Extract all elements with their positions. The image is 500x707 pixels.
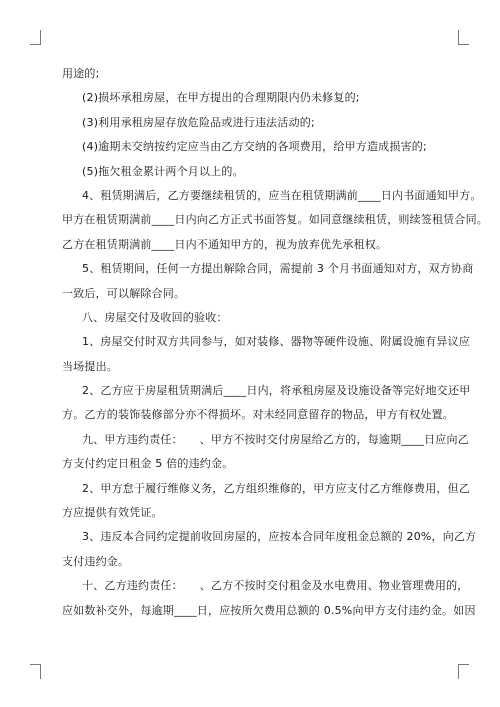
- text-line: 5、租赁期间，任何一方提出解除合同，需提前 3 个月书面通知对方，双方协商: [82, 262, 474, 276]
- text-line: 用途的;: [62, 67, 100, 80]
- text-line: 方应提供有效凭证。: [62, 506, 163, 520]
- text-line: 当场提出。: [62, 359, 118, 373]
- text-line: 甲方在租赁期满前____日内向乙方正式书面答复。如同意继续租赁，则续签租赁合同。: [62, 213, 488, 227]
- crop-mark-bottom-left: [30, 664, 41, 679]
- text-line: 2、甲方怠于履行维修义务，乙方组织维修的，甲方应支付乙方维修费用，但乙: [82, 481, 470, 495]
- text-line: (3)利用承租房屋存放危险品或进行违法活动的;: [82, 115, 315, 129]
- text-line: 八、房屋交付及收回的验收：: [82, 310, 228, 324]
- text-line: 十、乙方违约责任： 、乙方不按时交付租金及水电费用、物业管理费用的，: [82, 579, 469, 593]
- document-body: [62, 62, 488, 623]
- text-line: 一致后，可以解除合同。: [62, 286, 186, 300]
- text-line: 1、房屋交付时双方共同参与，如对装修、器物等硬件设施、附属设施有异议应: [82, 335, 470, 349]
- text-line: 支付违约金。: [62, 554, 130, 568]
- text-line: 应如数补交外，每逾期____日，应按所欠费用总额的 0.5%向甲方支付违约金。如因: [62, 603, 476, 617]
- text-line: 方支付约定日租金 5 倍的违约金。: [62, 457, 234, 471]
- text-line: 乙方在租赁期满前____日内不通知甲方的，视为放弃优先承租权。: [62, 237, 388, 251]
- text-line: (2)损坏承租房屋，在甲方提出的合理期限内仍未修复的;: [82, 91, 360, 105]
- text-line: 3、违反本合同约定提前收回房屋的，应按本合同年度租金总额的 20%，向乙方: [82, 530, 477, 544]
- text-line: (4)逾期未交纳按约定应当由乙方交纳的各项费用，给甲方造成损害的;: [82, 140, 427, 154]
- text-line: 九、甲方违约责任： 、甲方不按时交付房屋给乙方的，每逾期____日应向乙: [82, 432, 469, 446]
- text-line: (5)拖欠租金累计两个月以上的。: [82, 164, 244, 178]
- crop-mark-top-left: [30, 30, 41, 45]
- text-line: 2、乙方应于房屋租赁期满后____日内，将承租房屋及设施设备等完好地交还甲: [82, 384, 471, 398]
- text-line: 4、租赁期满后，乙方要继续租赁的，应当在租赁期满前____日内书面通知甲方。: [82, 188, 482, 202]
- text-line: 方。乙方的装饰装修部分亦不得损坏。对未经同意留存的物品，甲方有权处置。: [62, 408, 454, 422]
- crop-mark-top-right: [458, 30, 469, 45]
- crop-mark-bottom-right: [458, 664, 469, 679]
